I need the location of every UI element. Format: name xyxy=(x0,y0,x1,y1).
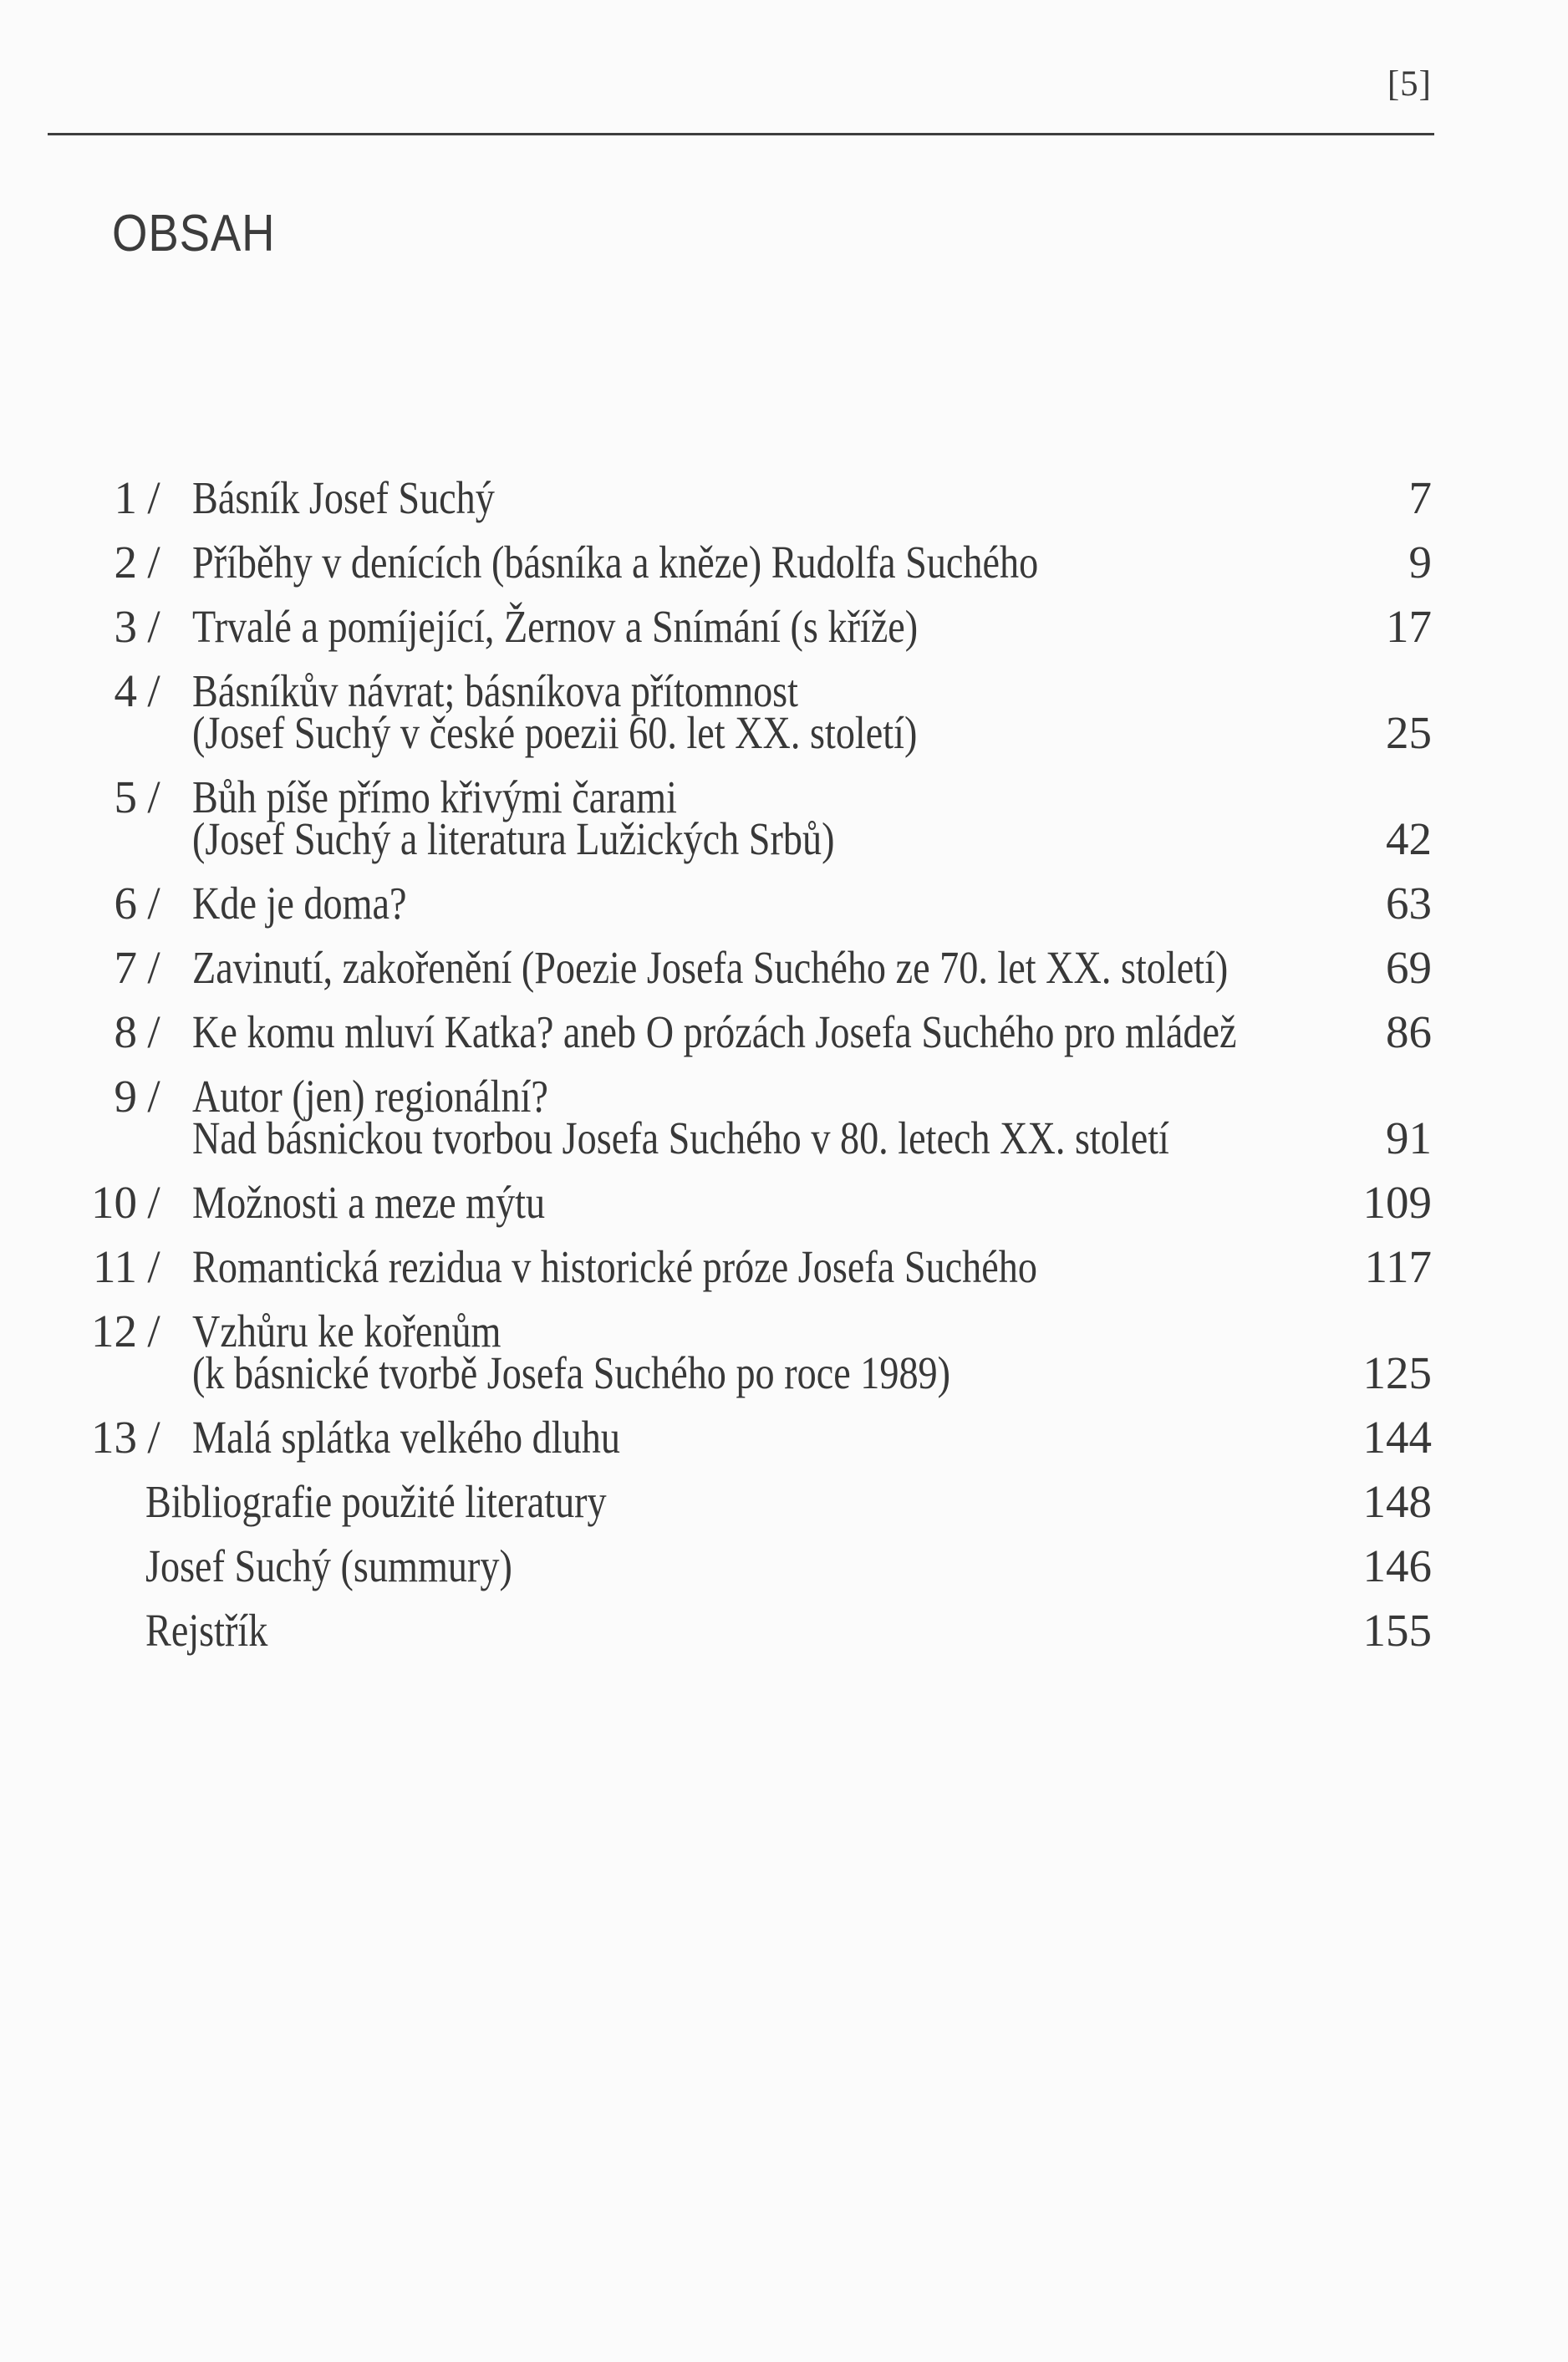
toc-entry-title xyxy=(192,472,1138,523)
toc-entry-page: 69 xyxy=(1386,942,1432,993)
toc-entry-title-line: Rejstřík xyxy=(145,1605,268,1656)
toc-list xyxy=(0,472,1568,1674)
toc-entry-separator: / xyxy=(147,942,160,993)
toc-entry-title xyxy=(145,1540,1131,1591)
toc-entry-separator: / xyxy=(147,1241,160,1292)
toc-entry-title-line: Příběhy v denících (básníka a kněze) Rudolfa Suchého xyxy=(192,537,1039,588)
toc-entry-page: 144 xyxy=(1362,1412,1432,1463)
toc-row xyxy=(0,1071,1568,1163)
page-number-folio: [5] xyxy=(1387,64,1432,104)
header-rule-divider xyxy=(48,133,1434,135)
toc-entry-separator: / xyxy=(147,1412,160,1463)
toc-row xyxy=(0,878,1568,929)
toc-entry-number: 6 xyxy=(114,878,137,929)
toc-entry-title-line: (Josef Suchý a literatura Lužických Srbů) xyxy=(192,813,835,864)
toc-entry-title-line: Vzhůru ke kořenům xyxy=(192,1306,501,1357)
toc-entry-page: 125 xyxy=(1362,1347,1432,1398)
toc-entry-page: 25 xyxy=(1386,707,1432,758)
toc-entry-number: 5 xyxy=(114,771,137,822)
toc-entry-number: 10 xyxy=(91,1177,137,1228)
toc-entry-title-line: Autor (jen) regionální? xyxy=(192,1071,548,1122)
toc-entry-page: 86 xyxy=(1386,1006,1432,1057)
toc-entry-title xyxy=(192,1412,1138,1463)
toc-row xyxy=(0,1540,1568,1591)
toc-entry-number: 12 xyxy=(91,1306,137,1357)
toc-entry-page: 155 xyxy=(1362,1605,1432,1656)
toc-entry-title-line: Možnosti a meze mýtu xyxy=(192,1177,546,1228)
toc-row xyxy=(0,665,1568,758)
toc-entry-page: 9 xyxy=(1408,537,1432,588)
toc-row xyxy=(0,1006,1568,1057)
toc-entry-separator: / xyxy=(147,665,160,716)
toc-entry-number: 1 xyxy=(114,472,137,523)
toc-entry-number: 8 xyxy=(114,1006,137,1057)
toc-entry-title xyxy=(192,1177,1138,1228)
toc-entry-page: 148 xyxy=(1362,1476,1432,1527)
toc-entry-title-line: Zavinutí, zakořenění (Poezie Josefa Suchého ze 70. let XX. století) xyxy=(192,942,1229,993)
toc-entry-separator: / xyxy=(147,878,160,929)
toc-entry-number: 9 xyxy=(114,1071,137,1122)
toc-row xyxy=(0,942,1568,993)
toc-entry-title-line: Nad básnickou tvorbou Josefa Suchého v 80. letech XX. století xyxy=(192,1112,1169,1163)
toc-entry-number: 4 xyxy=(114,665,137,716)
toc-entry-separator: / xyxy=(147,1071,160,1122)
toc-entry-page: 146 xyxy=(1362,1540,1432,1591)
toc-entry-title xyxy=(192,665,1138,758)
toc-entry-separator: / xyxy=(147,1006,160,1057)
toc-entry-title-line: Ke komu mluví Katka? aneb O prózách Josefa Suchého pro mládež xyxy=(192,1006,1237,1057)
toc-entry-title xyxy=(145,1476,1131,1527)
toc-entry-title-line: (k básnické tvorbě Josefa Suchého po roce 1989) xyxy=(192,1347,951,1398)
toc-row xyxy=(0,601,1568,652)
toc-entry-title xyxy=(192,878,1138,929)
toc-entry-title-line: (Josef Suchý v české poezii 60. let XX. století) xyxy=(192,707,918,758)
toc-row xyxy=(0,472,1568,523)
toc-entry-separator: / xyxy=(147,1177,160,1228)
toc-entry-page: 17 xyxy=(1386,601,1432,652)
toc-entry-title-line: Romantická rezidua v historické próze Josefa Suchého xyxy=(192,1241,1037,1292)
toc-row xyxy=(0,537,1568,588)
toc-entry-title xyxy=(192,601,1138,652)
toc-entry-number: 13 xyxy=(91,1412,137,1463)
toc-entry-number: 2 xyxy=(114,537,137,588)
toc-entry-title xyxy=(192,1306,1138,1398)
toc-entry-page: 91 xyxy=(1386,1112,1432,1163)
toc-entry-title xyxy=(192,1071,1169,1163)
toc-row xyxy=(0,1241,1568,1292)
toc-entry-page: 7 xyxy=(1408,472,1432,523)
toc-entry-title-line: Trvalé a pomíjející, Žernov a Snímání (s kříže) xyxy=(192,601,919,652)
toc-entry-title-line: Bibliografie použité literatury xyxy=(145,1476,607,1527)
toc-entry-separator: / xyxy=(147,472,160,523)
toc-row xyxy=(0,1605,1568,1656)
toc-entry-number: 3 xyxy=(114,601,137,652)
page-title: OBSAH xyxy=(112,205,276,262)
toc-entry-number: 11 xyxy=(93,1241,137,1292)
toc-entry-title-line: Bůh píše přímo křivými čarami xyxy=(192,771,677,822)
toc-entry-title-line: Básníkův návrat; básníkova přítomnost xyxy=(192,665,798,716)
toc-entry-title-line: Básník Josef Suchý xyxy=(192,472,495,523)
toc-entry-page: 63 xyxy=(1386,878,1432,929)
toc-entry-title-line: Josef Suchý (summury) xyxy=(145,1540,512,1591)
toc-entry-title xyxy=(192,942,1229,993)
toc-row xyxy=(0,1476,1568,1527)
toc-entry-separator: / xyxy=(147,771,160,822)
toc-entry-separator: / xyxy=(147,1306,160,1357)
toc-entry-separator: / xyxy=(147,601,160,652)
toc-entry-page: 42 xyxy=(1386,813,1432,864)
toc-entry-title xyxy=(192,1006,1237,1057)
toc-entry-title xyxy=(192,771,1138,864)
toc-row xyxy=(0,1177,1568,1228)
toc-entry-title-line: Malá splátka velkého dluhu xyxy=(192,1412,620,1463)
toc-row xyxy=(0,771,1568,864)
toc-entry-page: 117 xyxy=(1364,1241,1432,1292)
toc-entry-title xyxy=(145,1605,1131,1656)
toc-entry-title xyxy=(192,537,1138,588)
toc-row xyxy=(0,1306,1568,1398)
toc-row xyxy=(0,1412,1568,1463)
toc-entry-title-line: Kde je doma? xyxy=(192,878,407,929)
toc-entry-title xyxy=(192,1241,1138,1292)
toc-entry-number: 7 xyxy=(114,942,137,993)
toc-entry-separator: / xyxy=(147,537,160,588)
toc-entry-page: 109 xyxy=(1362,1177,1432,1228)
